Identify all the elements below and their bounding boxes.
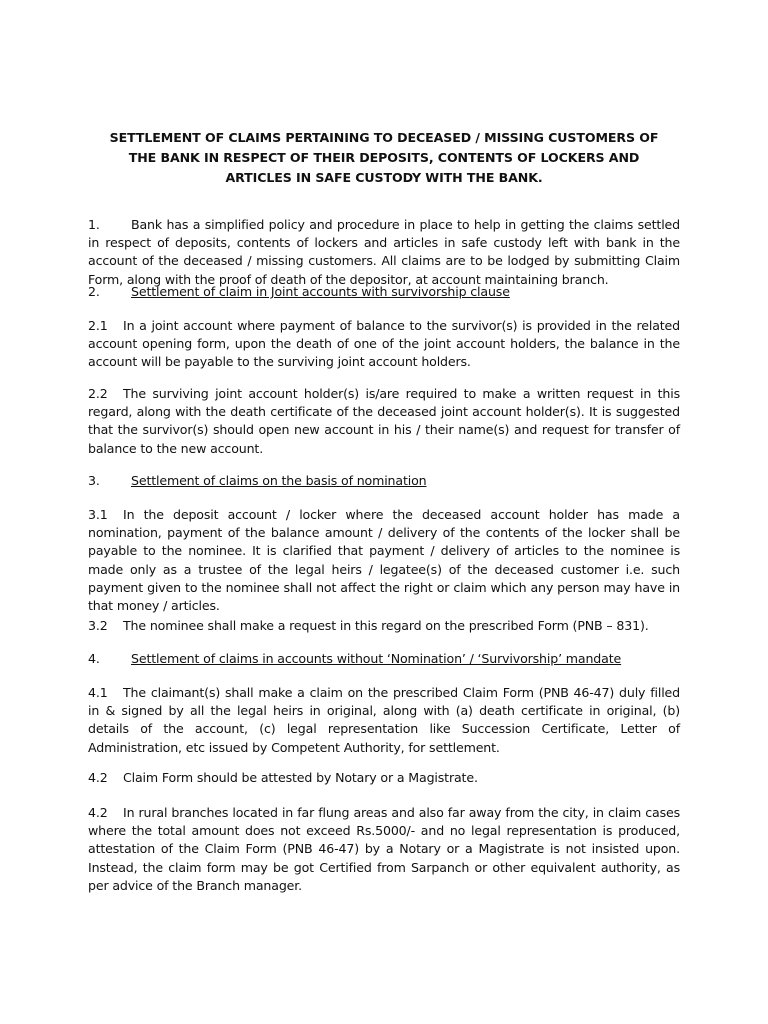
- section-2-1-paragraph: [88, 317, 680, 372]
- section-number: 2.2: [88, 386, 108, 401]
- section-2-heading: [88, 283, 680, 301]
- paragraph-text: In a joint account where payment of balance to the survivor(s) is provided in the related account opening form, upon the death of one of the joint account holders, the balance in the account will be payable to the surviving joint account holders.: [88, 318, 680, 370]
- title-line-1: SETTLEMENT OF CLAIMS PERTAINING TO DECEASED / MISSING CUSTOMERS OF: [109, 130, 659, 145]
- section-number: 4.: [88, 651, 100, 666]
- section-number: 3.2: [88, 618, 108, 633]
- section-heading-text: Settlement of claim in Joint accounts with survivorship clause: [131, 284, 510, 299]
- section-number: 2.: [88, 284, 100, 299]
- paragraph-text: In rural branches located in far flung areas and also far away from the city, in claim cases where the total amount does not exceed Rs.5000/- and no legal representation is produced, attestation of the Claim Form (PNB 46-47) by a Notary or a Magistrate is not insisted upon. Instead, the claim form may be got Certified from Sarpanch or other equivalent authority, as per advice of the Branch manager.: [88, 805, 680, 893]
- section-number: 4.1: [88, 685, 108, 700]
- section-4-heading: [88, 650, 680, 668]
- paragraph-text: In the deposit account / locker where the deceased account holder has made a nomination, payment of the balance amount / delivery of the contents of the locker shall be payable to the nominee. It is clarified that payment / delivery of articles to the nominee is made only as a trustee of the legal heirs / legatee(s) of the deceased customer i.e. such payment given to the nominee shall not affect the right or claim which any person may have in that money / articles.: [88, 507, 680, 614]
- section-3-2-paragraph: [88, 617, 680, 635]
- paragraph-text: Claim Form should be attested by Notary or a Magistrate.: [123, 770, 478, 785]
- section-heading-text: Settlement of claims on the basis of nomination: [131, 473, 427, 488]
- section-4-2-paragraph: [88, 769, 680, 787]
- section-number: 1.: [88, 217, 100, 232]
- section-heading-text: Settlement of claims in accounts without ‘Nomination’ / ‘Survivorship’ mandate: [131, 651, 622, 666]
- section-4-2-rural-paragraph: [88, 804, 680, 895]
- section-2-2-paragraph: [88, 385, 680, 458]
- section-3-1-paragraph: [88, 506, 680, 615]
- section-4-1-paragraph: [88, 684, 680, 757]
- section-number: 2.1: [88, 318, 108, 333]
- section-number: 3.: [88, 473, 100, 488]
- document-title: [88, 128, 680, 188]
- section-3-heading: [88, 472, 680, 490]
- paragraph-text: The surviving joint account holder(s) is/are required to make a written request in this regard, along with the death certificate of the deceased joint account holder(s). It is suggested that the survivor(s) should open new account in his / their name(s) and request for transfer of balance to the new account.: [88, 386, 680, 456]
- section-number: 4.2: [88, 805, 108, 820]
- paragraph-text: The nominee shall make a request in this regard on the prescribed Form (PNB – 831).: [123, 618, 649, 633]
- section-1-paragraph: [88, 216, 680, 289]
- section-number: 3.1: [88, 507, 108, 522]
- title-line-3: ARTICLES IN SAFE CUSTODY WITH THE BANK.: [225, 170, 543, 185]
- title-line-2: THE BANK IN RESPECT OF THEIR DEPOSITS, CONTENTS OF LOCKERS AND: [128, 150, 640, 165]
- paragraph-text: The claimant(s) shall make a claim on the prescribed Claim Form (PNB 46-47) duly filled in & signed by all the legal heirs in original, along with (a) death certificate in original, (b) details of the account, (c) legal representation like Succession Certificate, Letter of Administration, etc issued by Competent Authority, for settlement.: [88, 685, 680, 755]
- paragraph-text: Bank has a simplified policy and procedure in place to help in getting the claims settled in respect of deposits, contents of lockers and articles in safe custody left with bank in the account of the deceased / missing customers. All claims are to be lodged by submitting Claim Form, along with the proof of death of the depositor, at account maintaining branch.: [88, 217, 680, 287]
- section-number: 4.2: [88, 770, 108, 785]
